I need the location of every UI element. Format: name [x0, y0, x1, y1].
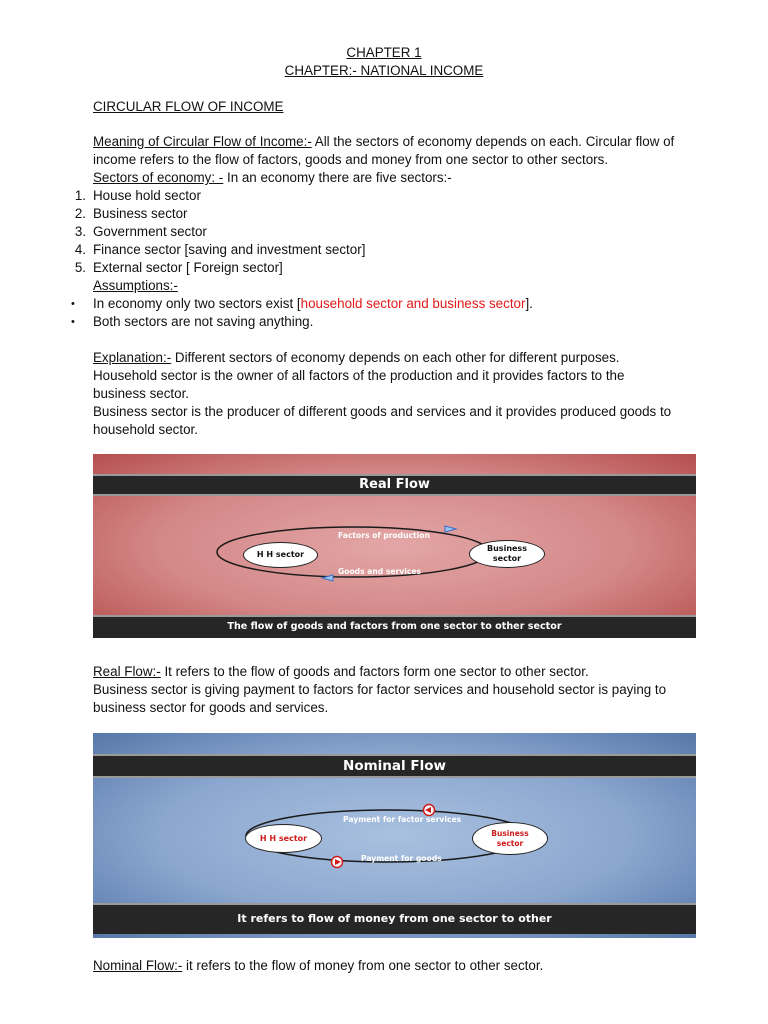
- highlight-text: household sector and business sector: [300, 296, 526, 311]
- hh-sector-node: H H sector: [243, 542, 318, 568]
- bullet-icon: •: [71, 298, 75, 310]
- bullet-text: [93, 295, 533, 313]
- meaning-paragraph-line1: [93, 133, 674, 151]
- list-number: 5.: [74, 260, 86, 275]
- bullet-text: Both sectors are not saving anything.: [93, 314, 314, 329]
- explanation-text: Different sectors of economy depends on each other for different purposes.: [171, 350, 620, 365]
- real-flow-line1: [93, 663, 589, 681]
- bullet-icon: •: [71, 316, 75, 328]
- explanation-label: Explanation:-: [93, 350, 172, 365]
- list-text: External sector [ Foreign sector]: [93, 260, 283, 275]
- nominal-flow-text: it refers to the flow of money from one sector to other sector.: [182, 958, 544, 973]
- real-flow-text: It refers to the flow of goods and factors form one sector to other sector.: [160, 664, 589, 679]
- assumptions-label: Assumptions:-: [93, 278, 178, 293]
- real-flow-line3: business sector for goods and services.: [93, 700, 329, 715]
- nominal-flow-title: Nominal Flow: [93, 754, 696, 778]
- nominal-flow-diagram: [93, 778, 696, 903]
- list-number: 3.: [74, 224, 86, 239]
- factors-of-production-label: Factors of production: [338, 531, 430, 540]
- meaning-paragraph-line2: income refers to the flow of factors, goods and money from one sector to other sectors.: [93, 152, 609, 167]
- sectors-intro: [93, 169, 452, 187]
- nominal-flow-line1: [93, 957, 543, 975]
- payment-for-factor-services-label: Payment for factor services: [343, 815, 462, 824]
- nominal-flow-caption: It refers to flow of money from one sector to other: [93, 903, 696, 934]
- list-number: 2.: [74, 206, 86, 221]
- payment-for-goods-label: Payment for goods: [361, 854, 442, 863]
- explanation-line5: household sector.: [93, 422, 198, 437]
- section-heading: CIRCULAR FLOW OF INCOME: [93, 99, 284, 114]
- chapter-number: CHAPTER 1: [346, 45, 422, 60]
- sectors-label: Sectors of economy: -: [93, 170, 224, 185]
- meaning-text: All the sectors of economy depends on each. Circular flow of: [311, 134, 675, 149]
- explanation-line4: Business sector is the producer of different goods and services and it provides produced goods to: [93, 404, 672, 419]
- chapter-title: CHAPTER:- NATIONAL INCOME: [284, 63, 484, 78]
- explanation-line1: [93, 349, 620, 367]
- list-text: Business sector: [93, 206, 188, 221]
- real-flow-diagram: [93, 496, 696, 614]
- real-flow-title: Real Flow: [93, 474, 696, 496]
- nominal-flow-label: Nominal Flow:-: [93, 958, 183, 973]
- list-number: 1.: [74, 188, 86, 203]
- business-sector-node: Business sector: [469, 540, 545, 568]
- hh-sector-node: H H sector: [245, 824, 322, 853]
- list-text: House hold sector: [93, 188, 201, 203]
- meaning-label: Meaning of Circular Flow of Income:-: [93, 134, 312, 149]
- real-flow-label: Real Flow:-: [93, 664, 161, 679]
- list-text: Finance sector [saving and investment sector]: [93, 242, 366, 257]
- business-sector-node: Business sector: [472, 822, 548, 855]
- bullet-text-start: In economy only two sectors exist [: [93, 296, 301, 311]
- real-flow-line2: Business sector is giving payment to factors for factor services and household sector is paying to: [93, 682, 667, 697]
- nominal-flow-figure: [93, 733, 696, 938]
- right-arrow-icon: [445, 526, 456, 532]
- real-flow-caption: The flow of goods and factors from one sector to other sector: [93, 615, 696, 638]
- explanation-line2: Household sector is the owner of all factors of the production and it provides factors to the: [93, 368, 625, 383]
- bullet-text-end: ].: [525, 296, 533, 311]
- sectors-text: In an economy there are five sectors:-: [223, 170, 452, 185]
- explanation-line3: business sector.: [93, 386, 190, 401]
- list-text: Government sector: [93, 224, 207, 239]
- goods-and-services-label: Goods and services: [338, 567, 422, 576]
- real-flow-figure: [93, 454, 696, 638]
- list-number: 4.: [74, 242, 86, 257]
